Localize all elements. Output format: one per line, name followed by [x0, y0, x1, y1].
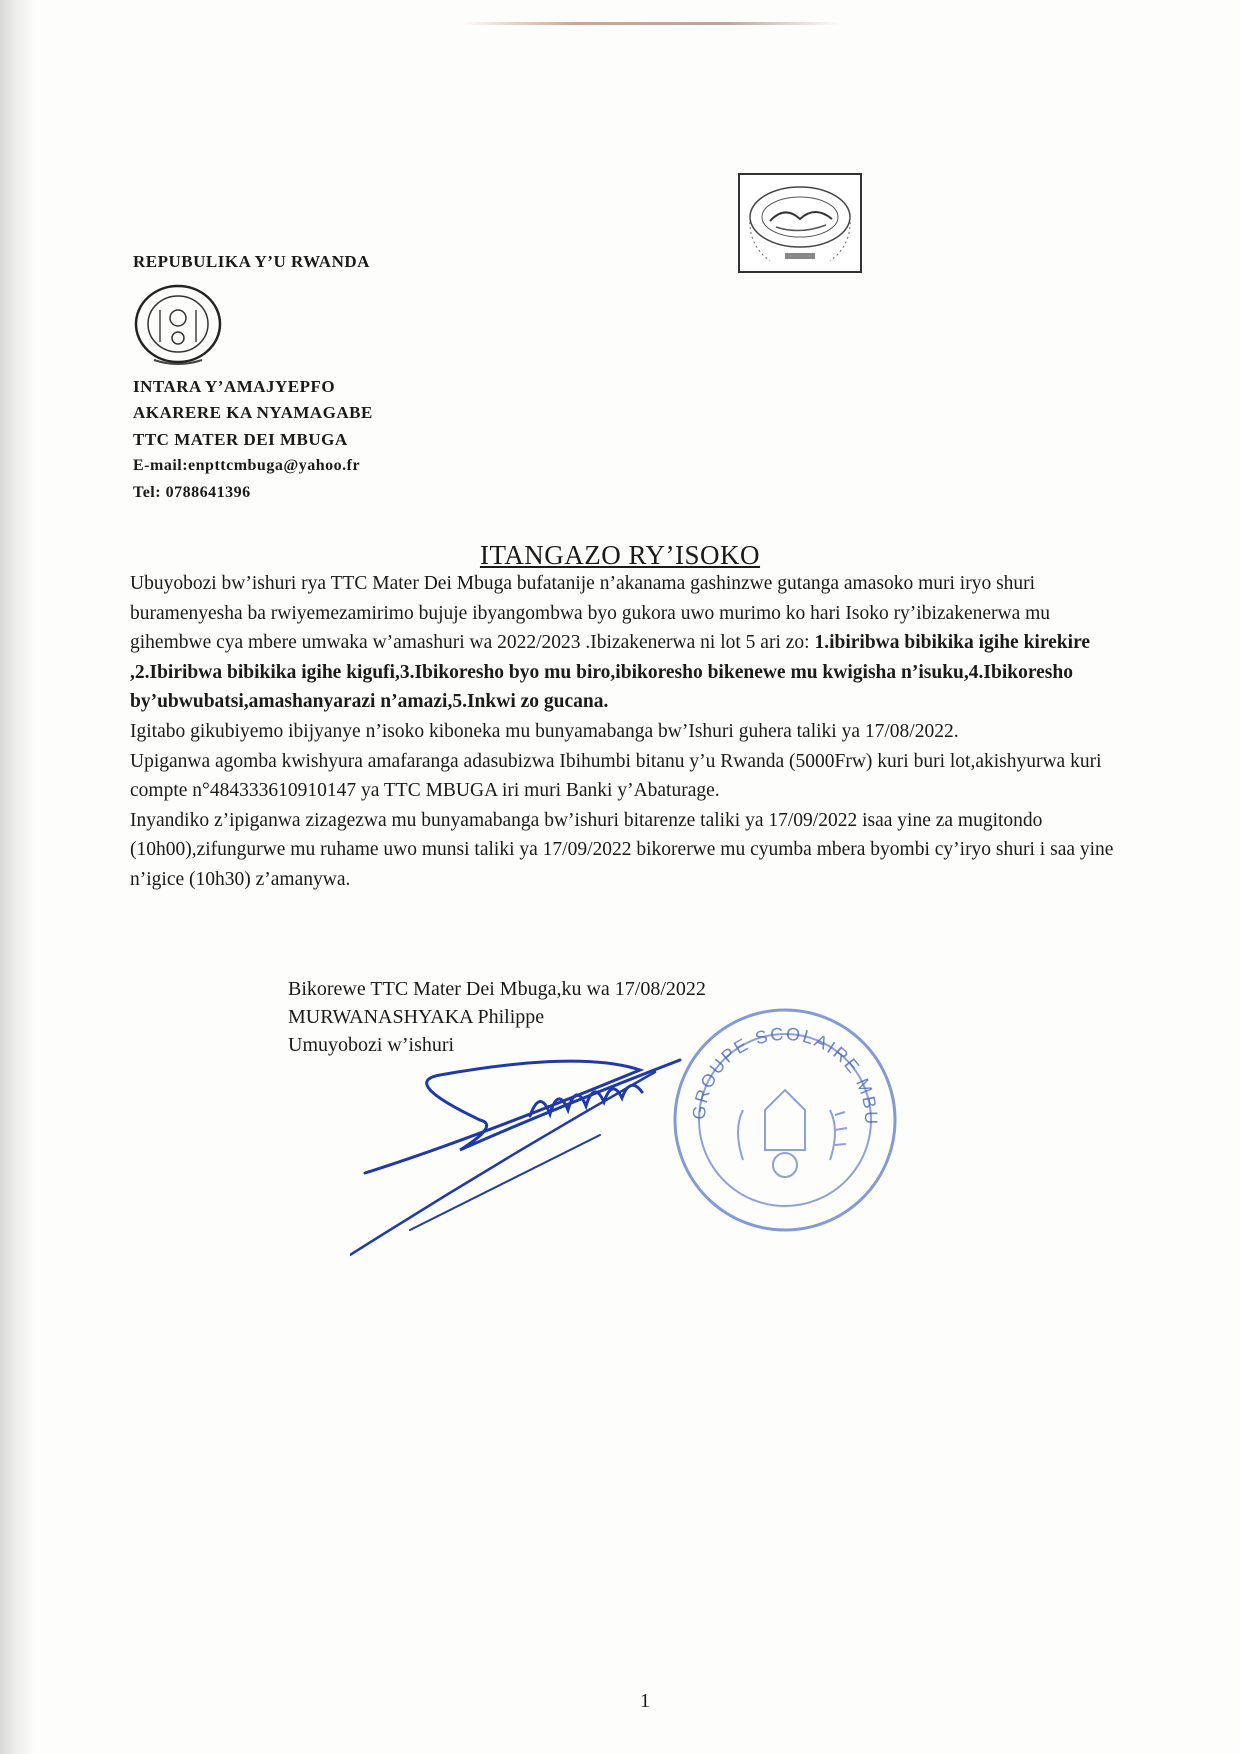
province-line: INTARA Y’AMAJYEPFO	[133, 377, 336, 396]
document-title: ITANGAZO RY’ISOKO	[479, 540, 761, 570]
handwritten-signature	[350, 1030, 790, 1260]
school-line: TTC MATER DEI MBUGA	[133, 430, 348, 449]
signatory-name: MURWANASHYAKA Philippe	[288, 1006, 545, 1028]
republic-line: REPUBULIKA Y’U RWANDA	[133, 252, 370, 271]
tel-line: Tel: 0788641396	[133, 484, 251, 501]
scan-top-line	[460, 22, 840, 25]
paragraph-fee: Upiganwa agomba kwishyura amafaranga adasubizwa Ibihumbi bitanu y’u Rwanda (5000Frw) kuri buri lot,akishyurwa kuri compte n°484333610910147 ya TTC MBUGA iri muri Banki y’Abaturage.	[130, 750, 1102, 802]
district-line: AKARERE KA NYAMAGABE	[133, 403, 373, 422]
announcement-body	[130, 569, 1120, 895]
paragraph-intro	[130, 569, 1120, 717]
school-logo	[738, 173, 862, 273]
intro-text: Ubuyobozi bw’ishuri rya TTC Mater Dei Mbuga bufatanije n’akanama gashinzwe gutanga amasoko muri iryo shuri buramenyesha ba rwiyemezamirimo bujuje ibyangombwa byo gukora uwo murimo ko hari Isoko ry’ibizakenerwa mu gihembwe cya mbere umwaka w’amashuri wa 2022/2023 .Ibizakenerwa ni lot 5 ari zo:	[130, 573, 1051, 654]
email-line: E-mail:enpttcmbuga@yahoo.fr	[133, 457, 361, 474]
paragraph-tender-book: Igitabo gikubiyemo ibijyanye n’isoko kiboneka mu bunyamabanga bw’Ishuri guhera taliki ya 17/08/2022.	[130, 720, 959, 742]
place-date: Bikorewe TTC Mater Dei Mbuga,ku wa 17/08/2022	[288, 978, 706, 1000]
rwanda-emblem	[130, 282, 226, 370]
signatory-role: Umuyobozi w’ishuri	[288, 1034, 455, 1056]
lots-list: 1.ibiribwa bibikika igihe kirekire ,2.Ibiribwa bibikika igihe kigufi,3.Ibikoresho byo mu biro,ibikoresho bikenewe mu kwigisha n’isuku,4.Ibikoresho by’ubwubatsi,amashanyarazi n’amazi,5.Inkwi zo gucana.	[130, 632, 1091, 713]
stamp-text: GROUPE SCOLAIRE MBU	[688, 1023, 882, 1127]
paragraph-submission: Inyandiko z’ipiganwa zizagezwa mu bunyamabanga bw’ishuri bitarenze taliki ya 17/09/2022 isaa yine za mugitondo (10h00),zifungurwe mu ruhame uwo munsi taliki ya 17/09/2022 bikorerwe mu cyumba mbera byombi cy’iryo shuri i saa yine n’igice (10h30) z’amanywa.	[130, 809, 1114, 890]
scan-edge-shadow	[0, 0, 38, 1754]
page-number: 1	[640, 1690, 650, 1712]
